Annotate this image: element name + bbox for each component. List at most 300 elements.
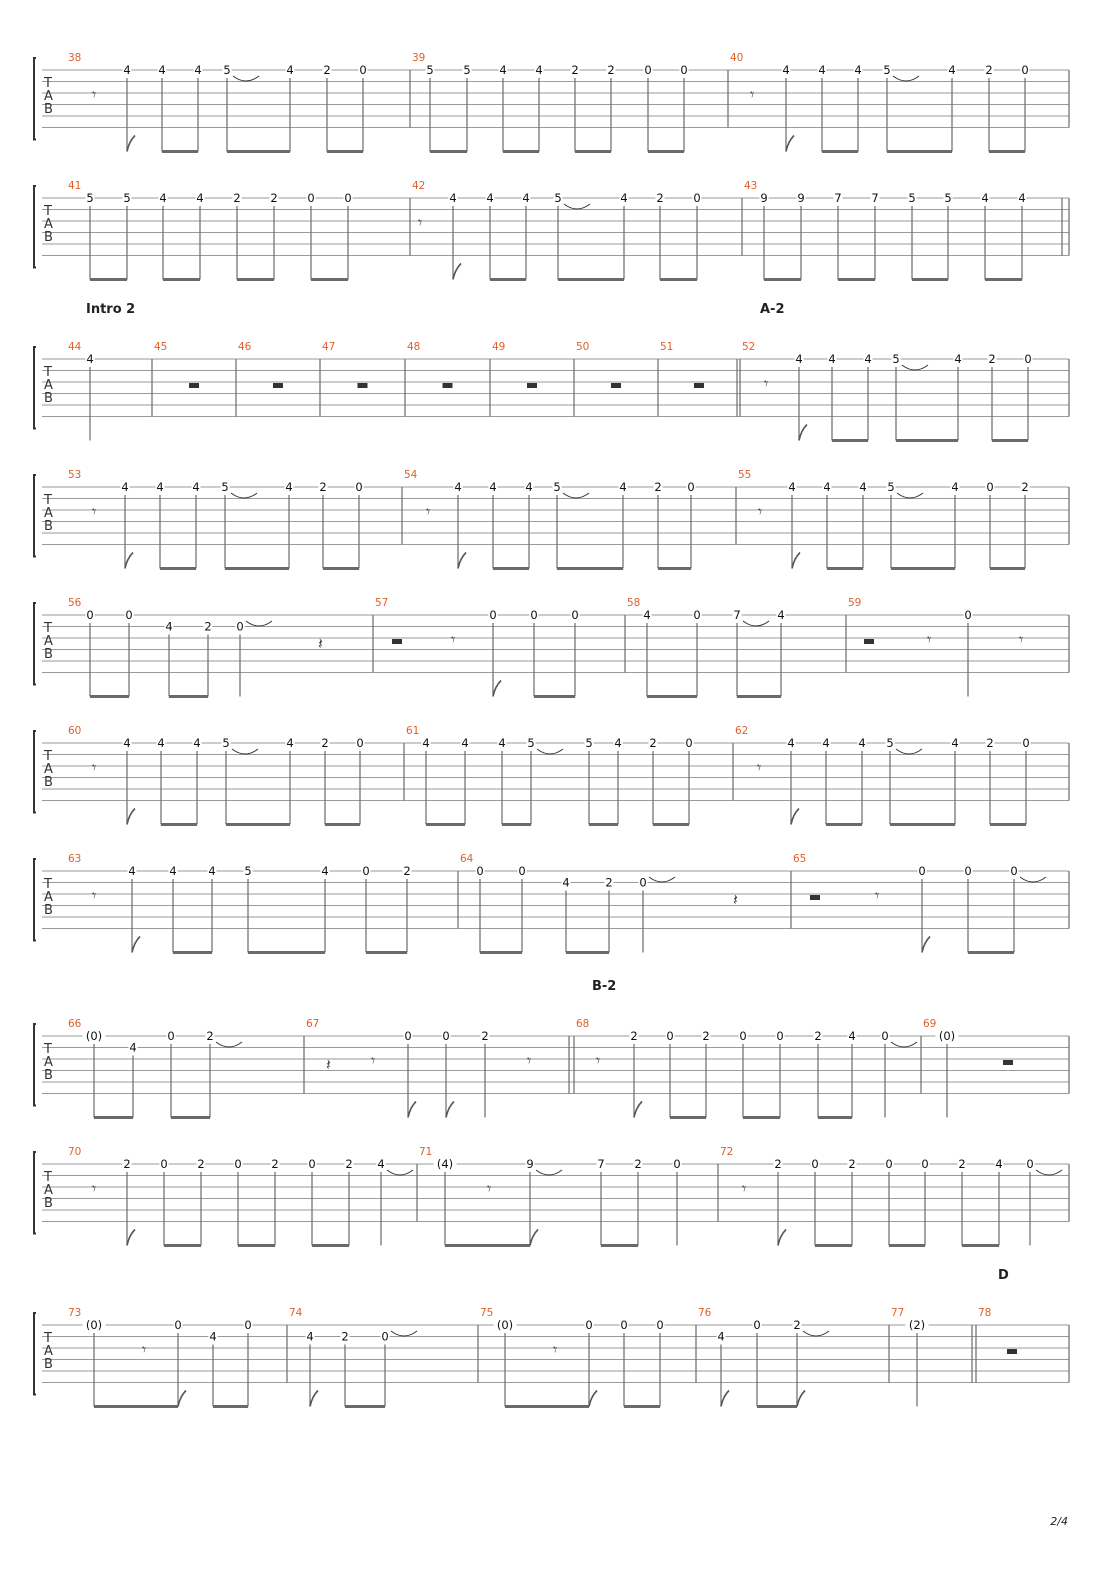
fret-number: 2 [605,875,613,890]
tie-arc [1020,877,1046,882]
fret-number: 2 [341,1329,349,1344]
fret-number: 4 [954,352,962,366]
eighth-flag [799,425,807,441]
measure-number: 53 [68,469,82,481]
fret-number: 0 [693,608,701,622]
measure-number: 74 [289,1307,303,1319]
fret-number: 5 [886,736,894,750]
fret-number: 0 [344,191,352,205]
measure-number: 67 [306,1018,320,1030]
eighth-rest: 𝄾 [487,1179,492,1198]
measure-number: 55 [738,469,752,481]
fret-number: 2 [848,1157,856,1171]
fret-number: 0 [656,1318,664,1332]
fret-number: 0 [918,864,926,878]
measure-number: 61 [406,725,420,737]
fret-number: 2 [654,480,662,494]
tab-clef-letter: B [44,775,53,790]
fret-number: (0) [938,1029,956,1043]
half-rest [1007,1349,1017,1354]
eighth-flag [778,1230,786,1246]
tie-arc [893,76,919,81]
fret-number: 4 [788,480,796,494]
tab-clef-letter: B [44,230,53,245]
measure-number: 76 [698,1307,712,1319]
fret-number: 4 [854,63,862,77]
fret-number: 2 [481,1029,489,1043]
fret-number: 0 [620,1318,628,1332]
eighth-rest: 𝄾 [764,374,769,393]
tie-arc [537,749,563,754]
measure-number: 57 [375,597,389,609]
tie-arc [564,204,590,209]
measure-number: 59 [848,597,862,609]
system-bracket [34,1024,36,1106]
tab-clef-letter: A [44,89,53,104]
eighth-rest: 𝄾 [927,630,932,649]
eighth-flag [408,1102,416,1118]
tie-arc [232,749,258,754]
fret-number: 2 [403,864,411,878]
fret-number: 5 [553,480,561,494]
tie-arc [897,493,923,498]
fret-number: 0 [881,1029,889,1043]
eighth-rest: 𝄾 [750,85,755,104]
fret-number: 9 [760,191,768,205]
fret-number: 0 [174,1318,182,1332]
eighth-rest: 𝄾 [451,630,456,649]
fret-number: 2 [321,736,329,750]
fret-number: 0 [964,608,972,622]
eighth-rest: 𝄾 [92,502,97,521]
eighth-rest: 𝄾 [371,1051,376,1070]
fret-number: 0 [307,191,315,205]
fret-number: 4 [285,480,293,494]
fret-number: 5 [123,191,131,205]
section-label: A-2 [760,302,785,317]
half-rest [443,383,453,388]
measure-number: 48 [407,341,421,353]
tie-arc [231,493,257,498]
fret-number: 4 [822,736,830,750]
fret-number: (0) [85,1029,103,1043]
fret-number: 2 [323,63,331,77]
fret-number: 4 [454,480,462,494]
tie-arc [216,1042,242,1047]
fret-number: 4 [159,191,167,205]
fret-number: 4 [818,63,826,77]
fret-number: 4 [193,736,201,750]
eighth-flag [132,937,140,953]
eighth-flag [634,1102,642,1118]
tab-clef-letter: B [44,1068,53,1083]
fret-number: 0 [687,480,695,494]
fret-number: 4 [823,480,831,494]
fret-number: 4 [306,1329,314,1344]
measure-number: 63 [68,853,82,865]
fret-number: 4 [619,480,627,494]
fret-number: 2 [1021,480,1029,494]
fret-number: 0 [921,1157,929,1171]
measure-number: 43 [744,180,758,192]
half-rest [189,383,199,388]
fret-number: 4 [157,736,165,750]
fret-number: 0 [666,1029,674,1043]
fret-number: 7 [597,1157,605,1171]
fret-number: 7 [871,191,879,205]
fret-number: 0 [739,1029,747,1043]
fret-number: 5 [883,63,891,77]
fret-number: 5 [223,63,231,77]
tie-arc [563,493,589,498]
tab-clef-letter: B [44,1357,53,1372]
half-rest [810,895,820,900]
fret-number: 4 [858,736,866,750]
system-bracket [34,475,36,557]
fret-number: 0 [685,736,693,750]
measure-number: 45 [154,341,168,353]
fret-number: 4 [981,191,989,205]
system-bracket [34,859,36,941]
fret-number: 9 [797,191,805,205]
fret-number: 4 [449,191,457,205]
measure-number: 70 [68,1146,82,1158]
tab-clef-letter: T [44,1042,52,1057]
fret-number: 0 [530,608,538,622]
tie-arc [649,877,675,882]
eighth-rest: 𝄾 [92,85,97,104]
eighth-flag [792,553,800,569]
measure-number: 77 [891,1307,905,1319]
fret-number: 2 [793,1318,801,1332]
measure-number: 58 [627,597,641,609]
tab-clef-letter: A [44,217,53,232]
eighth-rest: 𝄾 [875,886,880,905]
fret-number: 4 [643,608,651,622]
eighth-rest: 𝄾 [426,502,431,521]
fret-number: 2 [233,191,241,205]
tab-clef-letter: B [44,391,53,406]
section-label: D [998,1268,1009,1283]
fret-number: 2 [814,1029,822,1043]
tab-clef-letter: B [44,903,53,918]
fret-number: 9 [526,1157,534,1171]
fret-number: (4) [436,1157,454,1171]
fret-number: 0 [489,608,497,622]
fret-number: 2 [649,736,657,750]
eighth-flag [127,136,135,152]
half-rest [611,383,621,388]
fret-number: 0 [1026,1157,1034,1171]
fret-number: 0 [125,608,133,622]
tab-clef-letter: A [44,890,53,905]
tab-clef-letter: A [44,378,53,393]
system-bracket [34,731,36,813]
tab-clef-letter: T [44,365,52,380]
measure-number: 75 [480,1307,494,1319]
fret-number: 0 [885,1157,893,1171]
fret-number: 2 [571,63,579,77]
half-rest [864,639,874,644]
half-rest [1003,1060,1013,1065]
measure-number: 49 [492,341,506,353]
fret-number: 0 [585,1318,593,1332]
tab-clef-letter: T [44,204,52,219]
fret-number: 2 [123,1157,131,1171]
eighth-flag [530,1230,538,1246]
measure-number: 39 [412,52,426,64]
fret-number: 0 [362,864,370,878]
fret-number: 4 [562,875,570,890]
fret-number: 4 [787,736,795,750]
fret-number: 2 [630,1029,638,1043]
tab-clef-letter: A [44,506,53,521]
tie-arc [803,1331,829,1336]
measure-number: 41 [68,180,82,192]
measure-number: 46 [238,341,252,353]
fret-number: 0 [359,63,367,77]
fret-number: 2 [986,736,994,750]
fret-number: 4 [286,736,294,750]
eighth-rest: 𝄾 [596,1051,601,1070]
system-bracket [34,347,36,429]
fret-number: 4 [192,480,200,494]
tab-clef-letter: T [44,1331,52,1346]
fret-number: 2 [607,63,615,77]
fret-number: 0 [571,608,579,622]
tab-clef-letter: A [44,1344,53,1359]
fret-number: 4 [717,1329,725,1344]
fret-number: 0 [680,63,688,77]
fret-number: 0 [1024,352,1032,366]
tie-arc [1036,1170,1062,1175]
fret-number: 2 [656,191,664,205]
fret-number: 2 [319,480,327,494]
fret-number: 4 [422,736,430,750]
fret-number: 0 [1021,63,1029,77]
eighth-flag [922,937,930,953]
measure-number: 38 [68,52,82,64]
system-bracket [34,1313,36,1395]
measure-number: 78 [978,1307,992,1319]
fret-number: 4 [121,480,129,494]
measure-number: 73 [68,1307,82,1319]
fret-number: 4 [951,480,959,494]
fret-number: 4 [158,63,166,77]
fret-number: 4 [209,1329,217,1344]
tie-arc [902,365,928,370]
eighth-flag [458,553,466,569]
fret-number: 4 [995,1157,1003,1171]
fret-number: 4 [377,1157,385,1171]
tab-clef-letter: T [44,749,52,764]
fret-number: 4 [948,63,956,77]
eighth-flag [310,1391,318,1407]
eighth-rest: 𝄾 [418,213,423,232]
tab-clef-letter: B [44,1196,53,1211]
fret-number: 2 [988,352,996,366]
half-rest [392,639,402,644]
tie-arc [233,76,259,81]
fret-number: 0 [476,864,484,878]
measure-number: 69 [923,1018,937,1030]
tab-clef-letter: A [44,634,53,649]
fret-number: 0 [234,1157,242,1171]
section-label: Intro 2 [86,302,136,317]
fret-number: 0 [964,864,972,878]
eighth-flag [446,1102,454,1118]
eighth-rest: 𝄾 [742,1179,747,1198]
measure-number: 68 [576,1018,590,1030]
fret-number: 2 [345,1157,353,1171]
half-rest [694,383,704,388]
tab-clef-letter: T [44,621,52,636]
tie-arc [536,1170,562,1175]
measure-number: 64 [460,853,474,865]
fret-number: 0 [404,1029,412,1043]
eighth-rest: 𝄾 [92,758,97,777]
half-rest [273,383,283,388]
eighth-rest: 𝄾 [92,886,97,905]
fret-number: 0 [811,1157,819,1171]
system-bracket [34,603,36,685]
fret-number: 0 [693,191,701,205]
tie-arc [391,1331,417,1336]
fret-number: 4 [169,864,177,878]
measure-number: 44 [68,341,82,353]
eighth-rest: 𝄾 [757,758,762,777]
fret-number: 2 [206,1029,214,1043]
fret-number: 4 [165,619,173,634]
fret-number: 0 [160,1157,168,1171]
eighth-flag [786,136,794,152]
half-rest [527,383,537,388]
tab-clef-letter: A [44,1055,53,1070]
fret-number: 0 [244,1318,252,1332]
eighth-rest: 𝄾 [553,1340,558,1359]
fret-number: 5 [944,191,952,205]
eighth-flag [797,1391,805,1407]
eighth-rest: 𝄾 [758,502,763,521]
tab-clef-letter: B [44,647,53,662]
fret-number: 0 [1010,864,1018,878]
fret-number: 5 [244,864,252,878]
fret-number: 4 [321,864,329,878]
eighth-flag [721,1391,729,1407]
eighth-flag [791,809,799,825]
fret-number: 0 [639,875,647,890]
fret-number: 4 [795,352,803,366]
fret-number: 5 [86,191,94,205]
section-label: B-2 [592,979,617,994]
fret-number: 2 [702,1029,710,1043]
fret-number: 0 [86,608,94,622]
system-bracket [34,58,36,140]
fret-number: 2 [634,1157,642,1171]
tab-clef-letter: B [44,519,53,534]
measure-number: 65 [793,853,807,865]
eighth-flag [125,553,133,569]
fret-number: (0) [496,1318,514,1332]
tab-clef-letter: B [44,102,53,117]
eighth-flag [589,1391,597,1407]
fret-number: 4 [951,736,959,750]
fret-number: 4 [461,736,469,750]
fret-number: 4 [859,480,867,494]
measure-number: 47 [322,341,336,353]
fret-number: 0 [644,63,652,77]
fret-number: 4 [1018,191,1026,205]
eighth-flag [127,1230,135,1246]
fret-number: 4 [614,736,622,750]
fret-number: 4 [828,352,836,366]
fret-number: 4 [522,191,530,205]
measure-number: 42 [412,180,426,192]
fret-number: 4 [123,63,131,77]
fret-number: 5 [887,480,895,494]
tie-arc [743,621,769,626]
tie-arc [891,1042,917,1047]
measure-number: 56 [68,597,82,609]
tab-clef-letter: T [44,493,52,508]
eighth-rest: 𝄾 [1019,630,1024,649]
measure-number: 54 [404,469,418,481]
fret-number: 5 [222,736,230,750]
eighth-flag [453,264,461,280]
eighth-rest: 𝄾 [92,1179,97,1198]
system-bracket [34,186,36,268]
tie-arc [387,1170,413,1175]
fret-number: 2 [197,1157,205,1171]
tie-arc [246,621,272,626]
measure-number: 62 [735,725,749,737]
fret-number: (2) [908,1318,926,1332]
tab-clef-letter: T [44,1170,52,1185]
fret-number: 0 [236,619,244,634]
fret-number: (0) [85,1318,103,1332]
fret-number: 4 [208,864,216,878]
fret-number: 4 [194,63,202,77]
tab-clef-letter: A [44,1183,53,1198]
fret-number: 0 [442,1029,450,1043]
fret-number: 4 [864,352,872,366]
fret-number: 4 [782,63,790,77]
tie-arc [896,749,922,754]
fret-number: 5 [527,736,535,750]
fret-number: 0 [673,1157,681,1171]
fret-number: 4 [486,191,494,205]
fret-number: 4 [128,864,136,878]
system-bracket [34,1152,36,1234]
fret-number: 4 [129,1040,137,1055]
fret-number: 7 [733,608,741,622]
eighth-rest: 𝄾 [527,1051,532,1070]
fret-number: 0 [308,1157,316,1171]
fret-number: 4 [86,352,94,366]
fret-number: 4 [499,63,507,77]
fret-number: 0 [167,1029,175,1043]
measure-number: 72 [720,1146,734,1158]
fret-number: 0 [776,1029,784,1043]
fret-number: 2 [985,63,993,77]
fret-number: 0 [381,1329,389,1344]
fret-number: 4 [196,191,204,205]
fret-number: 5 [892,352,900,366]
fret-number: 2 [774,1157,782,1171]
fret-number: 0 [986,480,994,494]
eighth-rest: 𝄾 [142,1340,147,1359]
fret-number: 4 [620,191,628,205]
